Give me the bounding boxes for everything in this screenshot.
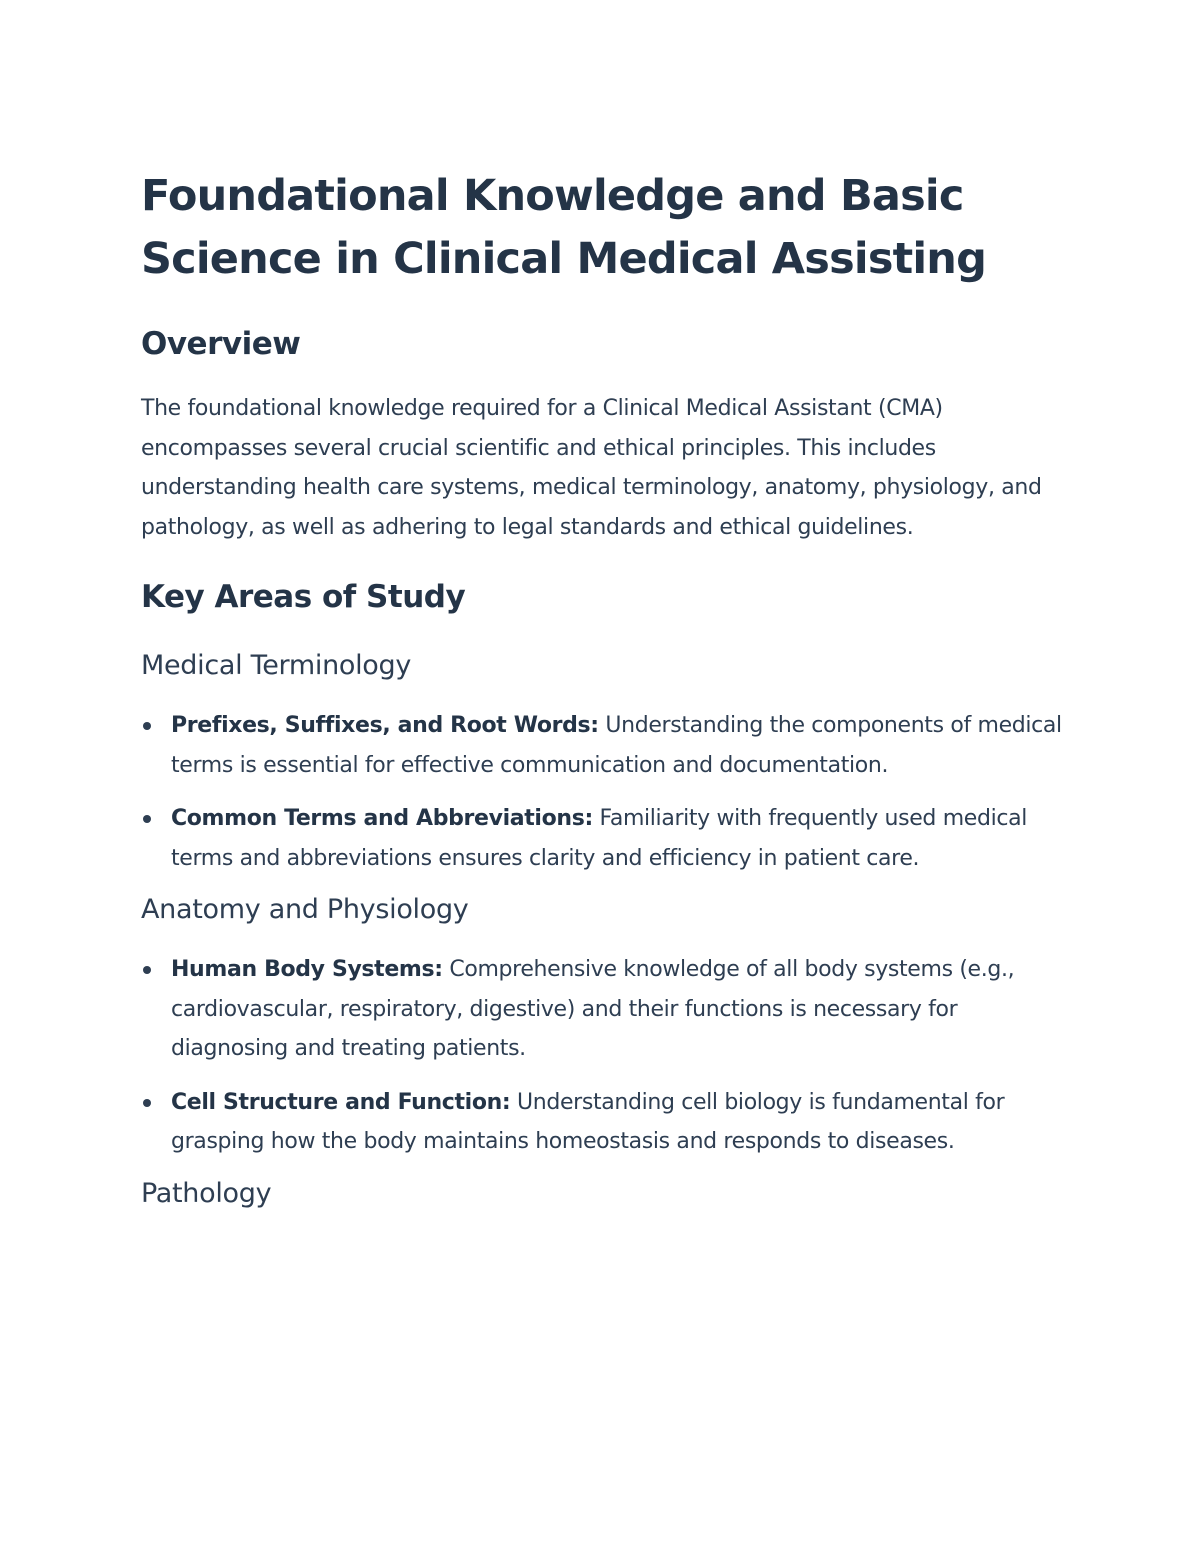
overview-heading: Overview (141, 326, 301, 362)
list-item-term: Human Body Systems: (171, 957, 443, 982)
bullet-icon (143, 966, 151, 974)
list-item-term: Cell Structure and Function: (171, 1089, 511, 1115)
list-item-term: Prefixes, Suffixes, and Root Words: (171, 713, 599, 738)
section-heading-medical-terminology: Medical Terminology (141, 650, 412, 681)
list-item (141, 1083, 1071, 1162)
list-item (141, 799, 1071, 878)
document-title: Foundational Knowledge and Basic Science in Clinical Medical Assisting (141, 171, 987, 284)
section-heading-anatomy-physiology: Anatomy and Physiology (141, 894, 469, 925)
medical-terminology-list (141, 706, 1071, 878)
anatomy-physiology-list (141, 950, 1071, 1162)
list-item-text: Comprehensive knowledge of all body systems (e.g., cardiovascular, respiratory, digestive) and their functions is necessary for diagnosing and treating patients. (171, 957, 1015, 1061)
list-item (141, 706, 1071, 785)
document-page (141, 165, 1071, 1212)
bullet-icon (143, 722, 151, 730)
key-areas-heading: Key Areas of Study (141, 579, 466, 615)
list-item (141, 950, 1071, 1069)
list-item-term: Common Terms and Abbreviations: (171, 806, 593, 831)
section-heading-pathology: Pathology (141, 1177, 272, 1209)
bullet-icon (143, 1099, 151, 1107)
overview-paragraph: The foundational knowledge required for a Clinical Medical Assistant (CMA) encompasses several crucial scientific and ethical principles. This includes understanding health care systems, medical terminology, anatomy, physiology, and pathology, as well as adhering to legal standards and ethical guidelines. (141, 396, 1042, 540)
list-item-text: Understanding the components of medical terms is essential for effective communication and documentation. (171, 713, 1062, 778)
list-item-text: Familiarity with frequently used medical terms and abbreviations ensures clarity and efficiency in patient care. (171, 806, 1027, 871)
list-item-text: Understanding cell biology is fundamental for grasping how the body maintains homeostasis and responds to diseases. (171, 1089, 1005, 1154)
bullet-icon (143, 815, 151, 823)
